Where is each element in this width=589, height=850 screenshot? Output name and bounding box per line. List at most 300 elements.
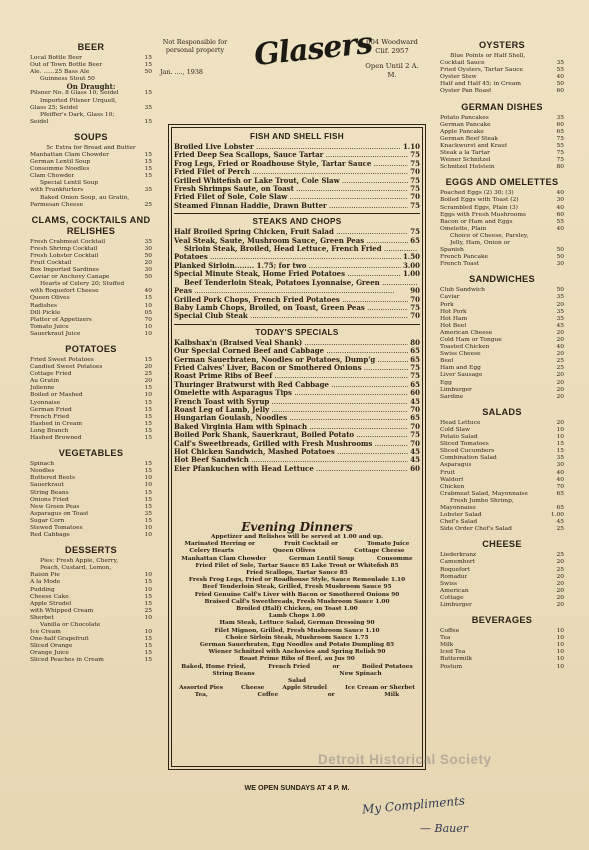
item-price: [150, 112, 152, 119]
item-name: French Toast: [440, 261, 480, 268]
fish-item: [174, 143, 420, 151]
vegetables-item: [30, 482, 152, 489]
item-price: 15: [144, 159, 152, 166]
item-price: 05: [144, 309, 152, 316]
evening-entree: Fried Filet of Sole, Tartar Sauce 85 Lake Trout or Whitefish 85: [195, 562, 399, 569]
menu-entry: Milk: [384, 692, 400, 699]
item-price: 80: [410, 337, 420, 347]
item-name: Knackwurst and Kraut: [440, 142, 508, 149]
potatoes-item: [30, 364, 152, 371]
menu-entry: Boiled Potatoes: [361, 663, 413, 670]
steaks-item: [174, 228, 420, 236]
evening-note: Appetizer and Relishes will be served at 1.00 and up.: [210, 534, 384, 540]
item-name: Broiled Live Lobster .....: [174, 143, 401, 151]
eggs-item: [440, 247, 564, 254]
beer-heading: BEER: [77, 42, 105, 52]
item-price: [150, 622, 152, 629]
item-name: Pies: Fresh Apple, Cherry,: [40, 558, 119, 565]
item-name: Potatoes .....: [174, 253, 401, 261]
clams-item: [30, 274, 152, 281]
clams-heading: CLAMS, COCKTAILS AND RELISHES: [31, 214, 151, 236]
salads-item: [440, 434, 564, 441]
item-name: with Frankfurters: [30, 187, 84, 194]
item-price: 10: [556, 628, 564, 635]
specials-item: [174, 414, 420, 422]
item-name: Pudding: [30, 586, 55, 593]
menu-entry: Ice Cream or Sherbet: [345, 685, 415, 692]
cheese-item: [440, 552, 564, 559]
item-name: with Whipped Cream: [30, 607, 94, 614]
salads-item: [440, 491, 564, 498]
eggs-item: [440, 190, 564, 197]
item-name: Blue Points or Half Shell,: [450, 53, 526, 59]
item-price: 1.00: [402, 269, 420, 279]
item-name: Consomme Noodles: [30, 166, 90, 173]
item-name: Baked Virginia Ham with Spinach .....: [174, 423, 408, 431]
desserts-item: [30, 650, 152, 657]
clams-item: [30, 310, 152, 317]
beverages-item: [440, 664, 564, 671]
item-name: Ale. ......25 Bass Ale: [30, 69, 90, 76]
item-price: 15: [144, 420, 152, 427]
item-name: Oyster Pan Roast: [440, 88, 492, 95]
item-name: Candied Sweet Potatoes: [30, 364, 103, 371]
evening-entree: Ham Steak, Lettuce Salad, German Dressing 90: [219, 620, 375, 627]
salads-item: [440, 505, 564, 512]
specials-item: [174, 465, 420, 473]
item-price: 20: [556, 351, 564, 358]
item-name: Fresh Shrimps Saute, on Toast .....: [174, 185, 408, 193]
fish-item: [174, 177, 420, 185]
salads-item: [440, 526, 564, 533]
menu-entry: Consomme: [376, 555, 413, 562]
cheese-item: [440, 559, 564, 566]
item-name: Seidel: [30, 118, 49, 125]
vegetables-item: [30, 511, 152, 518]
desserts-item: [30, 579, 152, 586]
item-name: Schnitzel Holstein: [440, 164, 495, 171]
vegetables-item: [30, 497, 152, 504]
oysters-item: [440, 53, 564, 60]
item-name: Clam Chowder: [30, 173, 75, 180]
item-price: 15: [144, 643, 152, 650]
item-price: 60: [410, 388, 420, 398]
item-price: 15: [144, 427, 152, 434]
item-name: Radishes: [30, 302, 58, 309]
item-name: Swiss: [440, 580, 458, 587]
item-name: Au Gratin: [30, 378, 59, 385]
item-price: 10: [556, 663, 564, 670]
item-name: American Cheese: [440, 329, 493, 336]
draught-heading: On Draught:: [66, 82, 116, 92]
item-name: Toasted Chicken: [440, 344, 490, 351]
evening-entree: Fried Scallops, Tartar Sauce 85: [246, 570, 348, 577]
item-price: 15: [144, 55, 152, 61]
desserts-item: [30, 608, 152, 615]
item-name: Grilled Whitefish or Lake Trout, Cole Slaw .....: [174, 177, 408, 185]
item-price: 40: [556, 74, 564, 81]
desserts-item: [30, 565, 152, 572]
vegetables-item: [30, 504, 152, 511]
specials-item: [174, 364, 420, 372]
item-price: 55: [556, 142, 564, 149]
item-name: German Beef Steak: [440, 135, 499, 142]
item-price: 10: [556, 642, 564, 649]
item-name: Ham and Egg: [440, 365, 481, 372]
item-price: 70: [410, 421, 420, 431]
item-price: 70: [410, 438, 420, 448]
item-name: One-half Grapefruit: [30, 636, 89, 643]
fish-item: [174, 168, 420, 176]
item-name: Fruit Cocktail: [30, 259, 72, 266]
item-name: Buttered Beets: [30, 475, 75, 482]
eggs-item: [440, 261, 564, 268]
steaks-item: [174, 312, 420, 320]
header-contact: [362, 38, 422, 80]
item-price: 25: [556, 566, 564, 573]
item-name: Coffee: [440, 628, 460, 635]
item-price: [562, 498, 564, 505]
beer-item: [30, 90, 152, 97]
item-name: Raisin Pie: [30, 572, 60, 579]
sandwiches-item: [440, 358, 564, 365]
item-name: Peas .....: [174, 287, 395, 295]
menu-entry: Assorted Pies: [179, 685, 223, 692]
item-name: Boiled Eggs with Toast (2): [440, 197, 519, 204]
item-price: 75: [410, 362, 420, 372]
item-price: 35: [556, 60, 564, 67]
item-name: Sherbet: [30, 614, 54, 621]
evening-entree: Choice Sirloin Steak, Mushroom Sauce 1.75: [225, 634, 369, 641]
item-price: 75: [410, 200, 420, 210]
specials-item: [174, 339, 420, 347]
item-name: Hungarian Goulash, Noodles .....: [174, 414, 408, 422]
item-name: Half Broiled Spring Chicken, Fruit Salad .....: [174, 228, 408, 236]
fish-heading: FISH AND SHELL FISH: [250, 132, 344, 141]
cheese-heading: CHEESE: [482, 539, 522, 550]
item-name: Liver Sausage: [440, 372, 483, 379]
item-name: Fresh Jumbo Shrimp,: [450, 497, 514, 504]
item-name: Hot Chicken Sandwich, Mashed Potatoes .....: [174, 448, 408, 456]
item-price: 35: [144, 510, 152, 517]
item-name: Boiled Pork Shank, Sauerkraut, Boiled Potato .....: [174, 431, 408, 439]
steaks-item: [174, 296, 420, 304]
oysters-item: [440, 88, 564, 95]
item-price: 80: [556, 164, 564, 171]
item-name: Roquefort: [440, 566, 470, 573]
item-name: Caviar or Anchovy Canape: [30, 274, 110, 281]
item-price: 45: [410, 396, 420, 406]
item-price: 45: [556, 519, 564, 526]
steaks-item: [174, 237, 420, 245]
item-name: with Roquefort Cheese: [30, 288, 99, 295]
item-price: 40: [556, 344, 564, 351]
item-price: 20: [556, 580, 564, 587]
item-price: 75: [410, 227, 420, 237]
item-price: [562, 233, 564, 240]
beer-item: [30, 119, 152, 126]
item-name: German Sauerbraten, Noodles or Potatoes, Dump'g .....: [174, 356, 408, 364]
item-name: Cottage Fried: [30, 371, 72, 378]
item-name: German Lentil Soup: [30, 159, 91, 166]
item-name: Eggs with Fresh Mushrooms: [440, 211, 526, 218]
sandwiches-item: [440, 294, 564, 301]
item-price: 15: [144, 118, 152, 125]
item-price: 40: [556, 476, 564, 483]
item-price: 20: [144, 259, 152, 266]
specials-heading: TODAY'S SPECIALS: [255, 327, 339, 337]
item-price: 75: [410, 184, 420, 194]
item-price: 25: [144, 201, 152, 208]
oysters-item: [440, 60, 564, 67]
salads-item: [440, 470, 564, 477]
item-price: [150, 98, 152, 105]
evening-entree: German Sauerbraten, Egg Noodles and Potato Dumpling 85: [199, 642, 395, 649]
sandwiches-item: [440, 309, 564, 316]
item-price: [150, 76, 152, 83]
soups-heading: SOUPS: [74, 131, 108, 142]
item-name: Long Branch: [30, 427, 69, 434]
item-price: 75: [410, 302, 420, 312]
item-price: 50: [556, 254, 564, 261]
item-price: 15: [144, 357, 152, 363]
salads-item: [440, 455, 564, 462]
item-price: 1.00: [550, 512, 564, 519]
item-name: Liederkranz: [440, 552, 477, 559]
item-price: 20: [556, 573, 564, 580]
item-price: 35: [556, 308, 564, 315]
item-name: Caviar: [440, 294, 460, 301]
cheese-item: [440, 602, 564, 609]
handwritten-note: My Compliments: [361, 793, 466, 817]
salads-item: [440, 477, 564, 484]
item-name: Fruit: [440, 469, 455, 476]
salads-item: [440, 484, 564, 491]
item-price: 75: [410, 371, 420, 381]
item-price: 35: [556, 294, 564, 301]
left-column: [30, 42, 152, 665]
steaks-item: [174, 304, 420, 312]
beverages-heading: BEVERAGES: [471, 615, 533, 626]
item-name: Fresh Shrimp Cocktail: [30, 245, 98, 252]
item-price: 50: [556, 247, 564, 254]
item-name: Box Imported Sardines: [30, 267, 99, 274]
item-name: Sliced Tomatoes: [440, 441, 489, 448]
menu-entry: New Spinach: [339, 670, 382, 677]
item-price: [150, 558, 152, 565]
salads-item: [440, 448, 564, 455]
item-name: Beef: [440, 358, 454, 365]
item-price: 15: [144, 435, 152, 442]
german-item: [440, 143, 564, 150]
item-name: Lobster Salad: [440, 512, 482, 519]
item-price: 10: [144, 614, 152, 621]
item-price: 20: [556, 393, 564, 400]
clams-item: [30, 288, 152, 295]
fish-item: [174, 202, 420, 210]
item-name: Grilled Pork Chops, French Fried Potatoes .....: [174, 296, 408, 304]
clams-item: [30, 267, 152, 274]
item-price: 45: [410, 447, 420, 456]
item-price: 30: [144, 267, 152, 274]
item-price: 15: [144, 593, 152, 600]
menu-entry: Queen Olives: [272, 548, 316, 555]
item-price: 10: [144, 532, 152, 539]
desserts-item: [30, 643, 152, 650]
item-price: 40: [556, 204, 564, 211]
item-price: 15: [144, 636, 152, 643]
item-name: Half and Half 45; in Cream: [440, 81, 521, 88]
specials-item: [174, 381, 420, 389]
item-name: Noodles: [30, 468, 55, 475]
item-name: Fried Oysters, Tartar Sauce: [440, 67, 524, 74]
soups-item: [30, 159, 152, 166]
clams-item: [30, 331, 152, 338]
item-name: Hearts of Celery 20; Stuffed: [40, 281, 125, 288]
vegetable-row-1: [170, 664, 424, 671]
item-name: Combination Salad: [440, 455, 497, 462]
item-price: 40: [556, 469, 564, 476]
item-price: 55: [556, 218, 564, 225]
item-name: Vanilla or Chocolate: [40, 622, 101, 628]
desserts-item: [30, 572, 152, 579]
beverages-item: [440, 642, 564, 649]
item-price: 20: [144, 364, 152, 371]
german-item: [440, 129, 564, 136]
item-price: 50: [144, 69, 152, 76]
item-price: 60: [556, 211, 564, 218]
sandwiches-item: [440, 316, 564, 323]
item-name: Head Lettuce: [440, 419, 481, 426]
salads-item: [440, 462, 564, 469]
clams-item: [30, 239, 152, 246]
sandwiches-heading: SANDWICHES: [469, 274, 535, 285]
item-price: 50: [144, 252, 152, 259]
vegetables-item: [30, 461, 152, 468]
item-name: Choice of Cheese, Parsley,: [450, 232, 529, 239]
item-price: 15: [144, 503, 152, 510]
specials-item: [174, 423, 420, 431]
item-name: Baby Lamb Chops, Broiled, on Toast, Green Peas .....: [174, 304, 408, 312]
item-name: Limburger: [440, 602, 472, 608]
item-name: Iced Tea: [440, 649, 466, 656]
item-name: Sliced Orange: [30, 643, 73, 650]
item-name: Thuringer Bratwurst with Red Cabbage .....: [174, 381, 408, 389]
eggs-item: [440, 240, 564, 247]
item-price: 10: [144, 629, 152, 636]
potatoes-item: [30, 392, 152, 399]
sandwiches-item: [440, 351, 564, 358]
clams-item: [30, 303, 152, 310]
fish-item: [174, 193, 420, 201]
evening-entree: Broiled (Half) Chicken, on Toast 1.00: [236, 606, 358, 613]
sandwiches-item: [440, 394, 564, 401]
menu-entry: String Beans: [212, 670, 255, 677]
vegetables-heading: VEGETABLES: [58, 448, 124, 459]
potatoes-item: [30, 371, 152, 378]
item-name: Planked Sirloin........ 1.75; for two .....: [174, 262, 401, 270]
item-name: Red Cabbage: [30, 532, 70, 539]
steaks-item: [174, 253, 420, 261]
item-price: 10: [556, 434, 564, 441]
sandwiches-item: [440, 302, 564, 309]
item-price: 20: [556, 594, 564, 601]
specials-item: [174, 372, 420, 380]
item-name: Roast Prime Ribs of Beef .....: [174, 372, 408, 380]
address: 604 Woodward: [366, 38, 418, 46]
desserts-item: [30, 594, 152, 601]
specials-item: [174, 356, 420, 364]
item-price: 65: [556, 128, 564, 135]
salads-item: [440, 427, 564, 434]
item-price: 65: [410, 379, 420, 389]
specials-item: [174, 448, 420, 456]
eggs-item: [440, 233, 564, 240]
eggs-heading: EGGS AND OMELETTES: [445, 177, 559, 188]
item-name: French Pancake: [440, 254, 489, 261]
item-price: 25: [556, 358, 564, 365]
section-divider: [174, 213, 420, 214]
desserts-item: [30, 558, 152, 565]
item-price: 20: [556, 419, 564, 426]
item-price: 50: [144, 274, 152, 281]
item-name: Cold Slaw: [440, 426, 471, 433]
item-name: Stewed Tomatoes: [30, 524, 83, 531]
item-name: Sardine: [440, 393, 464, 400]
menu-entry: or: [327, 692, 335, 699]
item-name: Waldorf: [440, 476, 464, 483]
menu-entry: French Fried: [268, 663, 311, 670]
dessert-row-2: [170, 692, 424, 699]
potatoes-item: [30, 414, 152, 421]
item-price: 15: [144, 650, 152, 657]
appetizer-row-2: [170, 548, 424, 555]
item-name: Hot Beef Sandwich .....: [174, 456, 408, 464]
potatoes-item: [30, 357, 152, 364]
menu-entry: Tea,: [194, 692, 208, 699]
item-price: 90: [410, 286, 420, 296]
sunday-hours-footer: WE OPEN SUNDAYS AT 4 P. M.: [244, 783, 350, 792]
potatoes-item: [30, 407, 152, 414]
item-name: Mayonnaise: [440, 504, 476, 511]
item-name: Steak a la Tartar: [440, 150, 490, 157]
menu-entry: Fruit Cocktail or: [284, 541, 339, 548]
watermark-text: Detroit Historical Society: [318, 752, 492, 767]
item-name: Oyster Stew: [440, 74, 477, 81]
item-price: 10: [144, 482, 152, 489]
item-price: 10: [144, 475, 152, 482]
item-price: 75: [410, 175, 420, 185]
item-name: Sugar Corn: [30, 517, 65, 524]
item-name: French Toast with Syrup .....: [174, 398, 408, 406]
item-price: 40: [556, 225, 564, 232]
item-name: Orange Juice: [30, 650, 69, 657]
item-name: Parmesan Cheese: [30, 201, 84, 208]
menu-entry: Baked, Home Fried,: [181, 663, 246, 670]
fish-item: [174, 151, 420, 159]
item-name: Calf's Sweetbreads, Grilled with Fresh Mushrooms .....: [174, 440, 408, 448]
item-price: 15: [144, 62, 152, 69]
item-name: Cocktail Sauce: [440, 60, 485, 67]
specials-item: [174, 398, 420, 406]
beverages-item: [440, 628, 564, 635]
evening-entree: Lamb Chops 1.00: [268, 613, 326, 620]
section-divider: [174, 324, 420, 325]
item-price: 75: [556, 135, 564, 142]
item-name: Pork: [440, 301, 454, 308]
item-price: 15: [144, 385, 152, 392]
item-price: 75: [410, 430, 420, 440]
